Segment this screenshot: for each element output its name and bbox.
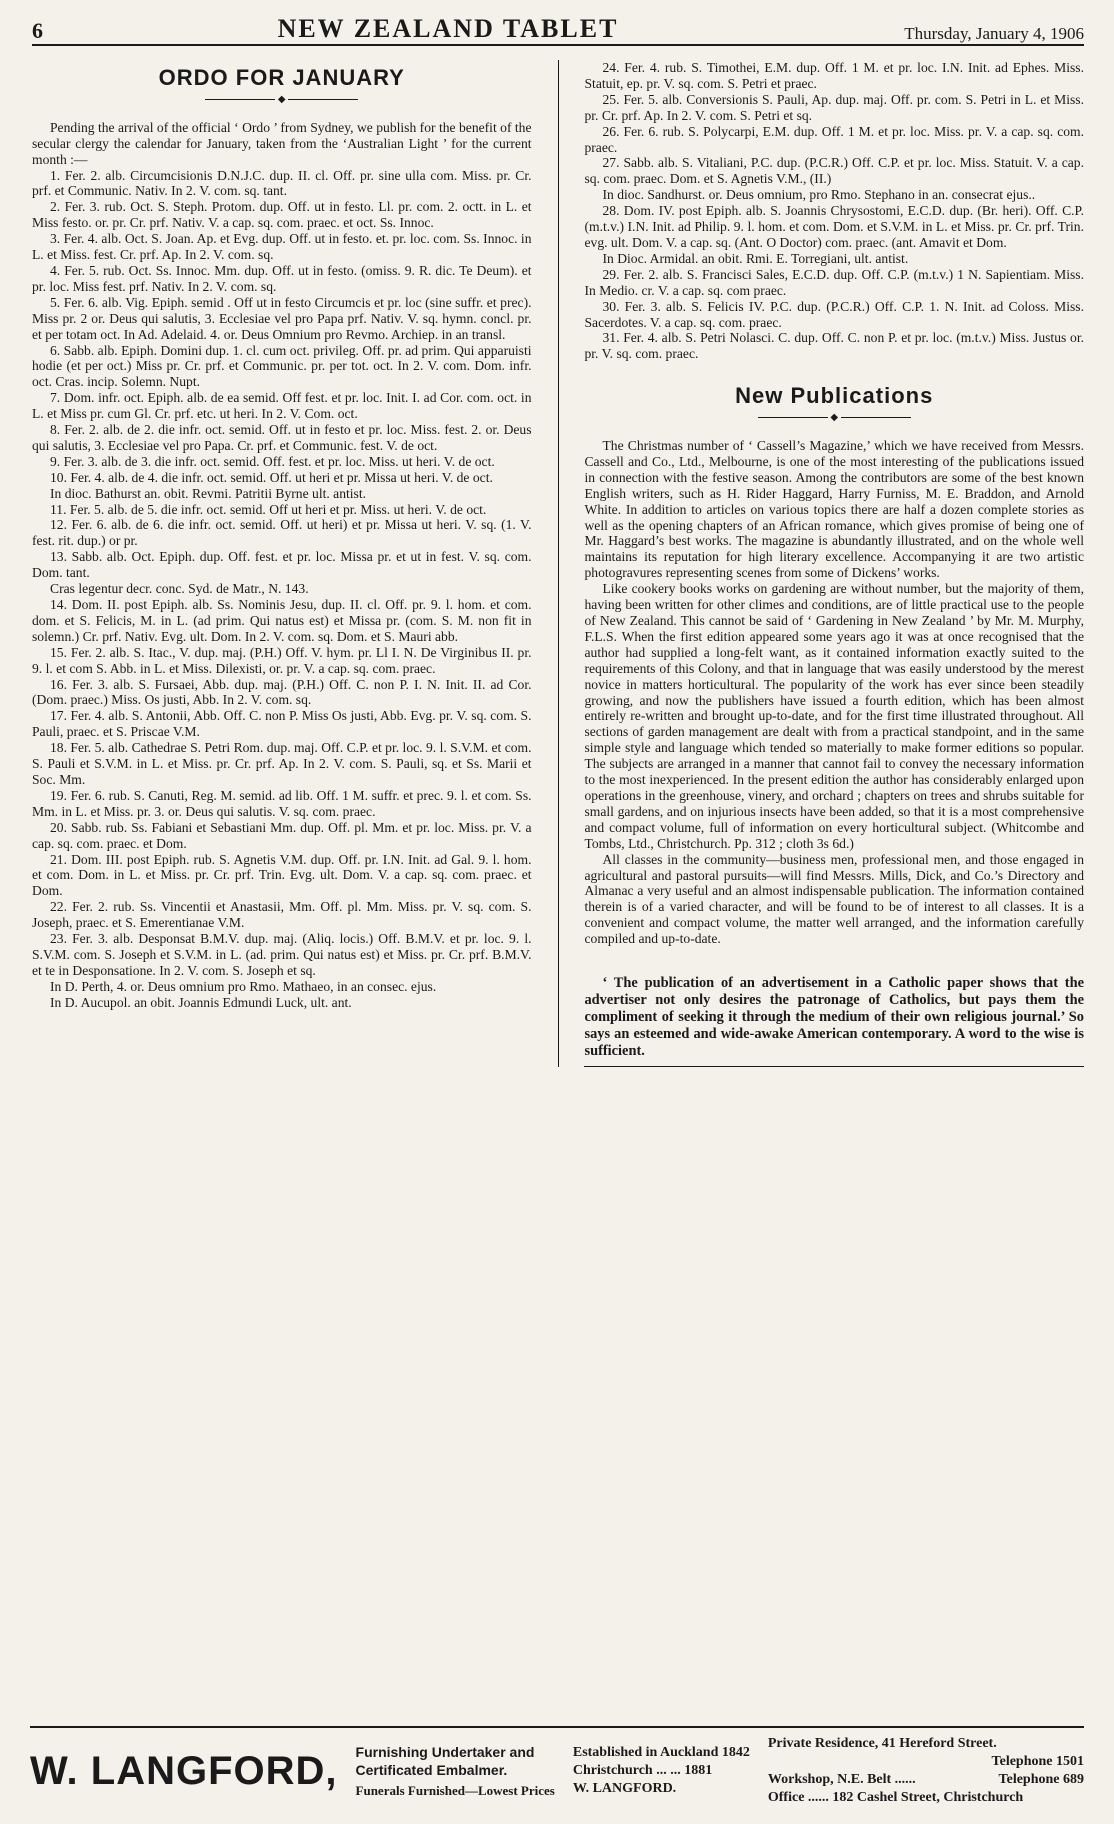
ordo-entry: In D. Perth, 4. or. Deus omnium pro Rmo. Mathaeo, in an consec. ejus. bbox=[50, 978, 437, 994]
publication-paragraph: Like cookery books works on gardening are without number, but the majority of them, having been written for other climes and conditions, are of little practical use to the people of New Zealand. This cannot be said of ‘ Gardening in New Zealand ’ by Mr. M. Murphy, F.L.S. When the first edition appeared some years ago it was at once recognised that the author had supplied a long-felt want, as it contained information exactly suited to the requirements of this Colony, and that in language that was easily understood by the merest novice in matters horticultural. The popularity of the work has ever since been steadily growing, and now the publishers have issued a fourth edition, which has been almost entirely re-written and brought up-to-date, and for the first time illustrated throughout. All sections of garden management are dealt with from a practical standpoint, and in the same simple style and language which tended so materially to make former editions so popular. The subjects are arranged in a manner that cannot fail to convey the necessary information to the most inexperienced. In the present edition the author has considerably enlarged upon operations in the greenhouse, vinery, and orchard ; chapters on trees and shrubs suitable for small gardens, and on injurious insects have been added, so that it is a most comprehensive and compact volume, full of information on every horticultural subject. (Whitcombe and Tombs, Ltd., Christchurch. Pp. 312 ; cloth 3s 6d.) bbox=[584, 581, 1084, 851]
publication-paragraph: The Christmas number of ‘ Cassell’s Magazine,’ which we have received from Messrs. Cassell and Co., Ltd., Melbourne, is one of the most interesting of the publications issued in connection with the festive season. Among the contributors are some of the best known English writers, such as H. Rider Haggard, Harry Furniss, M. E. Braddon, and Arnold White. In addition to articles on various topics there are half a dozen complete stories as well as the opening chapters of an African romance, which gives promise of being one of Mr. Haggard’s best works. The magazine is abundantly illustrated, and on the whole well maintains its reputation for high literary excellence. Accompanying it are two artistic photogravures representing scenes from some of Dickens’ works. bbox=[584, 438, 1084, 581]
ad-tagline: Funerals Furnished—Lowest Prices bbox=[355, 1783, 555, 1798]
page-number: 6 bbox=[32, 18, 43, 43]
ad-services bbox=[356, 1743, 555, 1799]
ad-established-christchurch: Christchurch ... ... 1881 bbox=[572, 1763, 713, 1778]
ordo-entry: 29. Fer. 2. alb. S. Francisci Sales, E.C.D. dup. Off. C.P. (m.t.v.) 1 N. Sapientiam. Miss. In Medio. cr. V. a cap. sq. com praec. bbox=[584, 266, 1084, 298]
ordo-entry: In D. Aucupol. an obit. Joannis Edmundi Luck, ult. ant. bbox=[50, 994, 352, 1010]
ad-office: Office ...... 182 Cashel Street, Christchurch bbox=[767, 1790, 1024, 1805]
ordo-entries-right bbox=[584, 60, 1084, 362]
ordo-entry: 14. Dom. II. post Epiph. alb. Ss. Nominis Jesu, dup. II. cl. Off. pr. 9. l. hom. et com. dom. et S. Felicis, M. in L. (ad prim. Qui natus est) et Missa pr. (com. S. M. non fit in solemn.) Cr. prf. Nativ. Evg. ult. Dom. In 2. V. com. sq. Dom. et S. Mauri abb. bbox=[32, 597, 532, 644]
ad-business-name: W. LANGFORD, bbox=[30, 1748, 338, 1793]
ad-service-line1: Furnishing Undertaker and bbox=[355, 1744, 535, 1760]
footer-advertisement bbox=[30, 1726, 1084, 1814]
right-column bbox=[584, 60, 1084, 1067]
ad-telephone-1: Telephone 1501 bbox=[991, 1754, 1084, 1769]
ad-workshop: Workshop, N.E. Belt ...... bbox=[767, 1772, 916, 1787]
column-divider bbox=[558, 60, 559, 1067]
ordo-entry: 15. Fer. 2. alb. S. Itac., V. dup. maj. (P.H.) Off. V. hym. pr. Ll I. N. De Virginibus II. pr. 9. l. et com S. Abb. in L. et Miss. Dilexisti, or. pr. V. a cap. sq. com. praec. bbox=[32, 644, 532, 676]
ad-workshop-row bbox=[768, 1771, 1084, 1789]
ordo-entry: 16. Fer. 3. alb. S. Fursaei, Abb. dup. maj. (P.H.) Off. C. non P. I. N. Init. II. ad Cor. (Dom. praec.) Miss. Os justi, Abb. In 2. V. com. sq. bbox=[32, 676, 532, 708]
ordo-entry: 27. Sabb. alb. S. Vitaliani, P.C. dup. (P.C.R.) Off. C.P. et pr. loc. Miss. Statuit. V. a cap. sq. com. praec. Dom. et S. Agnetis V.M., (II.) bbox=[584, 155, 1084, 187]
ad-established-auckland: Established in Auckland 1842 bbox=[572, 1745, 750, 1760]
publications-title: New Publications bbox=[735, 383, 934, 409]
ordo-entry: 17. Fer. 4. alb. S. Antonii, Abb. Off. C. non P. Miss Os justi, Abb. Evg. pr. V. sq. com. S. Pauli, praec. et S. Priscae V.M. bbox=[32, 708, 532, 740]
ordo-entry: 13. Sabb. alb. Oct. Epiph. dup. Off. fest. et pr. loc. Missa pr. et ut in fest. V. sq. com. Dom. tant. bbox=[32, 549, 532, 581]
ornament-rule: ◆ bbox=[584, 410, 1084, 426]
advertising-quote bbox=[584, 975, 1084, 1067]
ordo-entry: In Dioc. Armidal. an obit. Rmi. E. Torregiani, ult. antist. bbox=[602, 250, 909, 266]
ordo-entry: 24. Fer. 4. rub. S. Timothei, E.M. dup. Off. 1 M. et pr. loc. I.N. Init. ad Ephes. Miss. Statuit, ep. pr. V. sq. com. S. Petri et praec. bbox=[584, 60, 1084, 91]
ordo-entry: In dioc. Bathurst an. obit. Revmi. Patritii Byrne ult. antist. bbox=[50, 485, 367, 501]
quote-text: ‘ The publication of an advertisement in a Catholic paper shows that the advertiser not only desires the patronage of Catholics, but pays them the compliment of seeking it through the medium of their own religious journal.’ So says an esteemed and wide-awake American contemporary. A word to the wise is sufficient. bbox=[584, 975, 1084, 1060]
ordo-entry: 18. Fer. 5. alb. Cathedrae S. Petri Rom. dup. maj. Off. C.P. et pr. loc. 9. l. S.V.M. et com. S. Pauli et S.V.M. in L. et Miss. pr. Cr. prf. Ap. In 2. V. com. S. Pauli, sq. et Ss. Marii et Soc. Mm. bbox=[32, 740, 532, 787]
ordo-entry: In dioc. Sandhurst. or. Deus omnium, pro Rmo. Stephano in an. consecrat ejus.. bbox=[602, 187, 1036, 203]
ordo-entries-left bbox=[32, 168, 532, 1011]
ordo-entry: 4. Fer. 5. rub. Oct. Ss. Innoc. Mm. dup. Off. ut in festo. (omiss. 9. R. dic. Te Deum). et pr. loc. Miss fest. prf. Nativ. In 2. V. com. sq. bbox=[32, 262, 532, 294]
ordo-entry: 10. Fer. 4. alb. de 4. die infr. oct. semid. Off. ut heri et pr. Missa ut heri. V. de oct. bbox=[50, 469, 493, 485]
publications-body bbox=[584, 438, 1084, 947]
ordo-entry: 25. Fer. 5. alb. Conversionis S. Pauli, Ap. dup. maj. Off. pr. com. S. Petri in L. et Miss. pr. Cr. prf. Ap. In 2. V. com. S. Petri et sq. bbox=[584, 91, 1084, 123]
left-column bbox=[32, 60, 532, 1067]
ordo-entry: Cras legentur decr. conc. Syd. de Matr., N. 143. bbox=[50, 581, 309, 597]
ordo-entry: 5. Fer. 6. alb. Vig. Epiph. semid . Off ut in festo Circumcis et pr. loc (sine suffr. et prec). Miss pr. 2 or. Deus qui salutis, 3. Ecclesiae vel pro Papa prf. Nativ. V. sq. hymn. concl. pr. et per totam oct. In Ad. Adelaid. 4. or. Deus Omnium pro Revmo. Archiep. in an transl. bbox=[32, 294, 532, 342]
ordo-entry: 26. Fer. 6. rub. S. Polycarpi, E.M. dup. Off. 1 M. et pr. loc. Miss. pr. V. a cap. sq. com. praec. bbox=[584, 123, 1084, 155]
ordo-title: ORDO FOR JANUARY bbox=[158, 65, 405, 90]
ad-residence: Private Residence, 41 Hereford Street. bbox=[767, 1736, 997, 1751]
ordo-entry: 30. Fer. 3. alb. S. Felicis IV. P.C. dup. (P.C.R.) Off. C.P. 1. N. Init. ad Coloss. Miss. Sacerdotes. V. a cap. sq. com. praec. bbox=[584, 298, 1084, 330]
ordo-entry: 28. Dom. IV. post Epiph. alb. S. Joannis Chrysostomi, E.C.D. dup. (Br. heri). Off. C.P. (m.t.v.) I.N. Init. ad Philip. 9. l. hom. et com. Dom. et S.V.M. in L. et Miss. pr. Cr. prf. Trin. evg. ult. Dom. V. a cap. sq. (Ant. O Doctor) com. praec. (ant. Amavit et Dom. bbox=[584, 203, 1084, 250]
ordo-entry: 20. Sabb. rub. Ss. Fabiani et Sebastiani Mm. dup. Off. pl. Mm. et pr. loc. Miss. pr. V. a cap. sq. com. praec. et Dom. bbox=[32, 819, 532, 851]
ordo-entry: 6. Sabb. alb. Epiph. Domini dup. 1. cl. cum oct. privileg. Off. pr. ad prim. Qui apparuisti hodie (et per oct.) Miss pr. Cr. prf. et Communic. pr. per tot. oct. In 2. V. com. Dom. infr. oct. Cras. incip. Solemn. Nupt. bbox=[32, 342, 532, 390]
ad-name-small: W. LANGFORD. bbox=[572, 1781, 677, 1796]
columns bbox=[32, 60, 1084, 1067]
ordo-entry: 19. Fer. 6. rub. S. Canuti, Reg. M. semid. ad lib. Off. 1 M. suffr. et prec. 9. l. et com. Ss. Mm. in L. et Miss. pr. 3. or. Deus qui salutis. V. sq. com. praec. bbox=[32, 787, 532, 819]
masthead bbox=[32, 0, 1084, 46]
ordo-entry: 9. Fer. 3. alb. de 3. die infr. oct. semid. Off. fest. et pr. loc. Miss. ut heri. V. de oct. bbox=[50, 453, 495, 469]
ad-established bbox=[573, 1744, 750, 1798]
ordo-entry: 11. Fer. 5. alb. de 5. die infr. oct. semid. Off ut heri et pr. Miss. ut heri. V. de oct. bbox=[50, 501, 487, 517]
ordo-entry: 21. Dom. III. post Epiph. rub. S. Agnetis V.M. dup. Off. pr. I.N. Init. ad Gal. 9. l. hom. et com. Dom. in L. et Miss. pr. Cr. prf. Trin. Evg. ult. Dom. V. a cap. sq. com. praec. et Dom. bbox=[32, 851, 532, 899]
ordo-entry: 1. Fer. 2. alb. Circumcisionis D.N.J.C. dup. II. cl. Off. pr. sine ulla com. Miss. pr. Cr. prf. et Communic. Nativ. In 2. V. com. sq. tant. bbox=[32, 167, 532, 199]
ordo-entry: 7. Dom. infr. oct. Epiph. alb. de ea semid. Off fest. et pr. loc. Init. I. ad Cor. com. oct. in L. et Miss pr. cum Gl. Cr. prf. etc. ut heri. In 2. V. Com. oct. bbox=[32, 390, 532, 422]
ordo-entry: 22. Fer. 2. rub. Ss. Vincentii et Anastasii, Mm. Off. pl. Mm. Miss. pr. V. sq. com. S. Joseph, praec. et S. Emerentianae V.M. bbox=[32, 899, 532, 931]
publication-paragraph: All classes in the community—business men, professional men, and those engaged in agricultural and pastoral pursuits—will find Messrs. Mills, Dick, and Co.’s Directory and Almanac a very useful and an almost indispensable publication. The information contained therein is of a varied character, and will be found to be of interest to all classes. It is a convenient and compact volume, the matter well arranged, and the information carefully compiled and up-to-date. bbox=[584, 851, 1084, 947]
ad-telephone-2: Telephone 689 bbox=[998, 1772, 1084, 1787]
ordo-entry: 2. Fer. 3. rub. Oct. S. Steph. Protom. dup. Off. ut in festo. Ll. pr. com. 2. octt. in L. et Miss festo. or. pr. Cr. prf. Nativ. V. a cap. sq. com. praec. et oct. Ss. Innoc. bbox=[32, 199, 532, 231]
ad-contacts bbox=[768, 1735, 1084, 1807]
paper-name: NEW ZEALAND TABLET bbox=[277, 14, 619, 43]
ordo-entry: 31. Fer. 4. alb. S. Petri Nolasci. C. dup. Off. C. non P. et pr. loc. (m.t.v.) Miss. Justus or. pr. V. sq. com. praec. bbox=[584, 330, 1084, 362]
ordo-entry: 23. Fer. 3. alb. Desponsat B.M.V. dup. maj. (Aliq. locis.) Off. B.M.V. et pr. loc. 9. l. S.V.M. com. S. Joseph et S.V.M. in L. (ad. prim. Qui natus est) et Miss. pr. Cr. prf. B.M.V. et te in Desponsatione. In 2. V. com. S. Joseph et sq. bbox=[32, 931, 532, 978]
ornament-rule: ◆ bbox=[32, 92, 532, 108]
ordo-entry: 3. Fer. 4. alb. Oct. S. Joan. Ap. et Evg. dup. Off. ut in festo. et. pr. loc. com. Ss. Innoc. in L. et Miss. fest. Cr. prf. Ap. In 2. V. com. sq. bbox=[32, 231, 532, 263]
ordo-entry: 12. Fer. 6. alb. de 6. die infr. oct. semid. Off. ut heri) et pr. Missa ut heri. V. sq. (1. V. fest. rit. dup.) or pr. bbox=[32, 517, 532, 549]
issue-date: Thursday, January 4, 1906 bbox=[904, 24, 1084, 43]
ordo-intro: Pending the arrival of the official ‘ Ordo ’ from Sydney, we publish for the benefit of the secular clergy the calendar for January, taken from the ‘Australian Light ’ for the current month :— bbox=[32, 119, 532, 167]
ordo-entry: 8. Fer. 2. alb. de 2. die infr. oct. semid. Off. ut in festo et pr. loc. Miss. fest. 2. or. Deus qui salutis, 3. Ecclesiae vel pro Papa. Cr. prf. et Communic. fest. V. de oct. bbox=[32, 422, 532, 453]
ad-service-line2: Certificated Embalmer. bbox=[355, 1762, 508, 1778]
